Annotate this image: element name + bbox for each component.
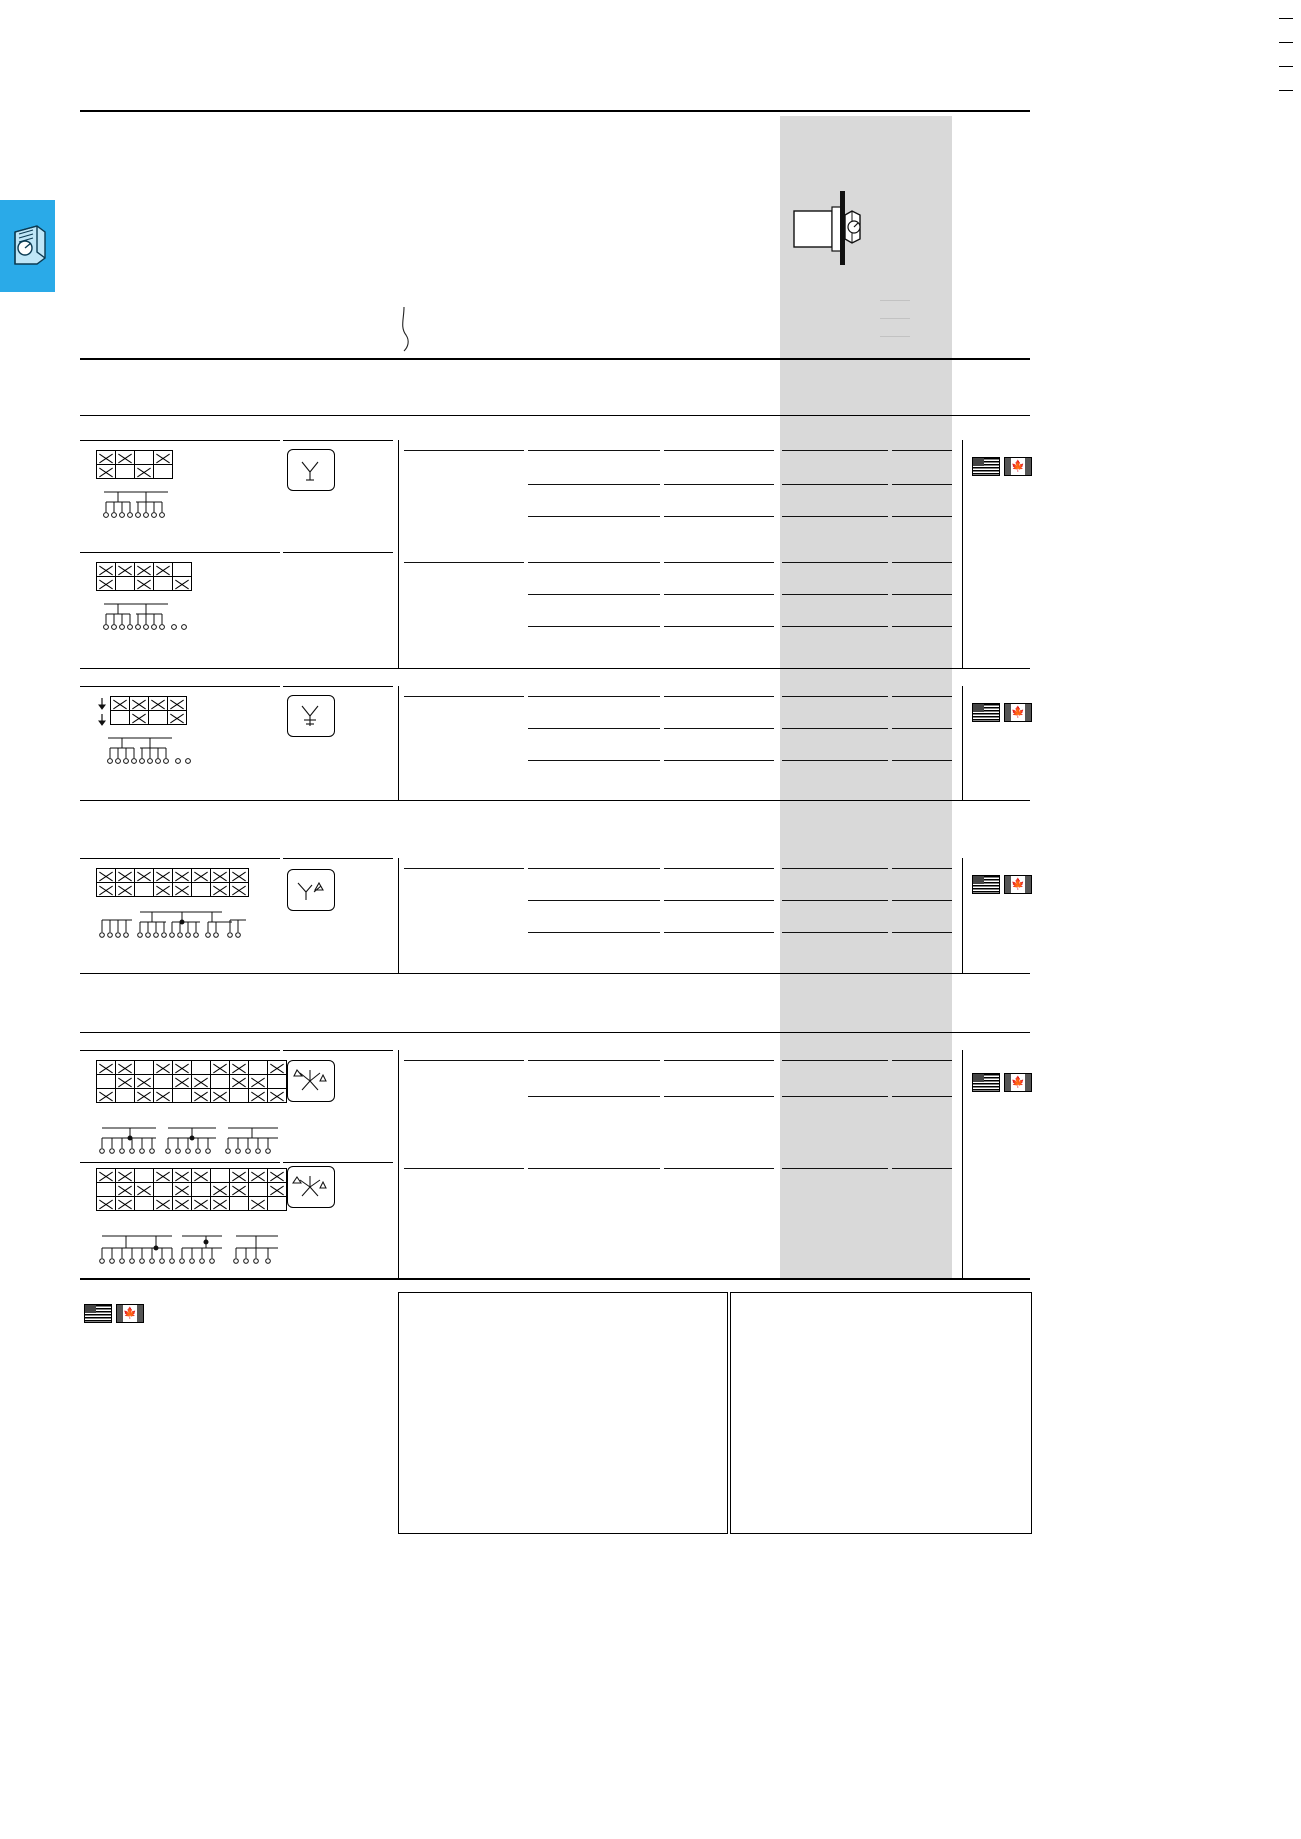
col-divider: [962, 858, 963, 973]
ca-flag-icon: 🍁: [1004, 457, 1032, 476]
switch-symbol: [287, 869, 335, 911]
cell-rule: [782, 562, 888, 563]
note-box-left: [398, 1292, 728, 1534]
arrow-marker: [96, 696, 110, 735]
group-rule: [80, 1278, 1030, 1280]
cell-rule: [664, 1096, 774, 1097]
cell-rule: [664, 626, 774, 627]
cell-rule: [528, 1060, 660, 1061]
product-photo: [790, 185, 900, 280]
crop-mark: [1279, 90, 1293, 91]
wiring-schematic: [96, 488, 186, 529]
cell-rule: [528, 450, 660, 451]
cell-rule: [404, 1060, 524, 1061]
col-divider: [962, 686, 963, 800]
wiring-schematic: [100, 734, 204, 775]
crop-mark: [1279, 18, 1293, 19]
band-tick: [880, 336, 910, 337]
switch-symbol: [287, 1166, 335, 1208]
us-flag-icon: [972, 1073, 1000, 1092]
approval-badges: [972, 703, 1032, 722]
ca-flag-icon: 🍁: [1004, 875, 1032, 894]
group-rule: [80, 973, 1030, 974]
cell-rule: [664, 594, 774, 595]
cell-rule: [528, 516, 660, 517]
cell-rule: [892, 1060, 952, 1061]
col-divider: [398, 1050, 399, 1278]
note-box-right: [730, 1292, 1032, 1534]
cell-rule: [782, 760, 888, 761]
cell-rule: [892, 484, 952, 485]
cell-rule: [664, 760, 774, 761]
cell-rule: [782, 1060, 888, 1061]
cell-rule: [528, 562, 660, 563]
rule-column-header: [80, 415, 1030, 416]
group-rule: [80, 1032, 1030, 1033]
cell-rule: [404, 562, 524, 563]
cell-rule: [782, 1168, 888, 1169]
cell-rule: [664, 696, 774, 697]
approval-badges: [972, 875, 1032, 894]
cell-rule: [782, 728, 888, 729]
highlight-band: [780, 116, 952, 1278]
cell-rule: [782, 932, 888, 933]
ink-mark: [398, 305, 420, 358]
cell-rule: [892, 760, 952, 761]
cell-rule: [664, 1060, 774, 1061]
row-rule: [283, 552, 393, 553]
group-rule: [80, 668, 1030, 669]
cell-rule: [528, 868, 660, 869]
cell-rule: [892, 696, 952, 697]
cell-rule: [782, 696, 888, 697]
cell-rule: [664, 516, 774, 517]
contact-matrix: [96, 1168, 287, 1211]
contact-matrix: [96, 1060, 287, 1103]
cell-rule: [528, 932, 660, 933]
col-divider: [398, 440, 399, 668]
cell-rule: [892, 1096, 952, 1097]
row-rule: [80, 1162, 280, 1163]
switch-symbol: [287, 1060, 335, 1102]
contact-matrix: [96, 868, 249, 897]
wiring-schematic: [96, 1120, 286, 1165]
cell-rule: [528, 1096, 660, 1097]
crop-mark: [1279, 42, 1293, 43]
switch-symbol: [287, 695, 335, 737]
contact-matrix: [96, 450, 173, 479]
wiring-schematic: [96, 1228, 286, 1277]
cell-rule: [892, 868, 952, 869]
cell-rule: [664, 932, 774, 933]
cell-rule: [892, 516, 952, 517]
us-flag-icon: [84, 1304, 112, 1323]
cell-rule: [782, 626, 888, 627]
row-rule: [283, 1050, 393, 1051]
ca-flag-icon: 🍁: [1004, 703, 1032, 722]
wiring-schematic: [96, 600, 200, 641]
col-divider: [398, 858, 399, 973]
footer-approval-badges: [84, 1304, 144, 1323]
cell-rule: [782, 1096, 888, 1097]
cell-rule: [404, 450, 524, 451]
cell-rule: [404, 1168, 524, 1169]
cell-rule: [664, 562, 774, 563]
cell-rule: [664, 1168, 774, 1169]
contact-matrix: [96, 562, 192, 591]
rule-top: [80, 110, 1030, 112]
cell-rule: [528, 1168, 660, 1169]
col-divider: [962, 1050, 963, 1278]
cell-rule: [782, 484, 888, 485]
cell-rule: [528, 900, 660, 901]
cell-rule: [404, 696, 524, 697]
row-rule: [80, 858, 280, 859]
row-rule: [283, 1162, 393, 1163]
cell-rule: [892, 626, 952, 627]
cell-rule: [404, 868, 524, 869]
row-rule: [283, 440, 393, 441]
cell-rule: [782, 450, 888, 451]
cell-rule: [892, 1168, 952, 1169]
row-rule: [80, 440, 280, 441]
cell-rule: [892, 728, 952, 729]
col-divider: [962, 440, 963, 668]
row-rule: [80, 1050, 280, 1051]
cell-rule: [528, 594, 660, 595]
cell-rule: [528, 626, 660, 627]
approval-badges: [972, 457, 1032, 476]
us-flag-icon: [972, 703, 1000, 722]
row-rule: [80, 686, 280, 687]
wiring-schematic: [96, 906, 252, 951]
section-tab[interactable]: [0, 200, 55, 292]
rotary-switch-icon: [7, 214, 49, 274]
cell-rule: [892, 562, 952, 563]
group-rule: [80, 800, 1030, 801]
cell-rule: [528, 760, 660, 761]
row-rule: [80, 552, 280, 553]
row-rule: [283, 858, 393, 859]
ca-flag-icon: 🍁: [116, 1304, 144, 1323]
cell-rule: [528, 696, 660, 697]
col-divider: [398, 686, 399, 800]
cell-rule: [782, 516, 888, 517]
band-tick: [880, 300, 910, 301]
crop-mark: [1279, 66, 1293, 67]
contact-matrix: [110, 696, 187, 725]
cell-rule: [664, 450, 774, 451]
us-flag-icon: [972, 457, 1000, 476]
approval-badges: [972, 1073, 1032, 1092]
cell-rule: [892, 900, 952, 901]
cell-rule: [664, 484, 774, 485]
cell-rule: [892, 594, 952, 595]
cell-rule: [782, 868, 888, 869]
band-tick: [880, 318, 910, 319]
cell-rule: [528, 728, 660, 729]
cell-rule: [664, 728, 774, 729]
row-rule: [283, 686, 393, 687]
ca-flag-icon: 🍁: [1004, 1073, 1032, 1092]
cell-rule: [782, 900, 888, 901]
rule-under-header: [80, 358, 1030, 360]
cell-rule: [892, 932, 952, 933]
cell-rule: [664, 868, 774, 869]
cell-rule: [528, 484, 660, 485]
cell-rule: [892, 450, 952, 451]
us-flag-icon: [972, 875, 1000, 894]
cell-rule: [664, 900, 774, 901]
switch-symbol: [287, 449, 335, 491]
cell-rule: [782, 594, 888, 595]
